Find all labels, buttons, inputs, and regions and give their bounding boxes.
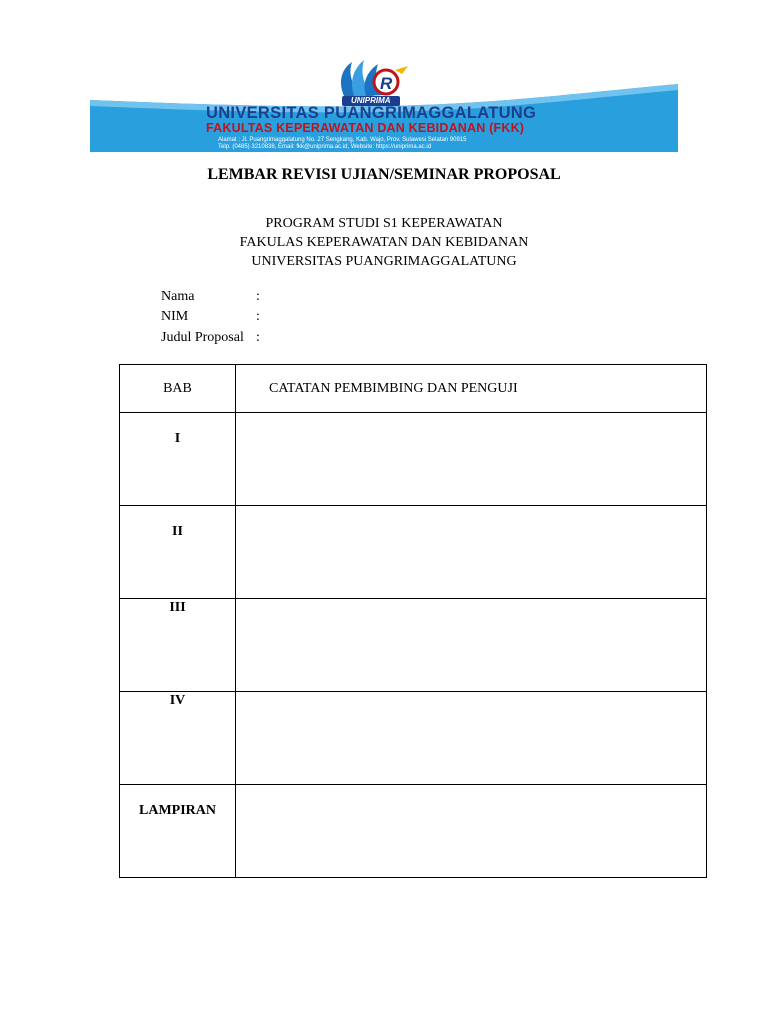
bab-cell [120, 599, 236, 692]
faculty-name: FAKULTAS KEPERAWATAN DAN KEBIDANAN (FKK) [206, 121, 525, 135]
header-bab-label: BAB [163, 380, 192, 396]
university-name: UNIVERSITAS PUANGRIMAGGALATUNG [206, 104, 537, 122]
field-label-nama: Nama [161, 289, 195, 304]
revision-table [119, 364, 707, 878]
field-label-nim: NIM [161, 309, 189, 324]
address-block [218, 137, 466, 151]
brand-name: UNIPRIMA [351, 96, 391, 105]
bab-cell [120, 692, 236, 785]
field-label-judul: Judul Proposal [161, 330, 244, 345]
table-row [120, 692, 707, 785]
bab-label: I [174, 431, 181, 446]
header-notes [236, 365, 707, 413]
notes-cell[interactable] [236, 413, 707, 506]
table-row [120, 506, 707, 599]
bab-cell [120, 413, 236, 506]
bab-label: III [169, 600, 186, 615]
bab-cell [120, 785, 236, 878]
field-colon: : [256, 289, 260, 304]
university-line: UNIVERSITAS PUANGRIMAGGALATUNG [251, 254, 517, 269]
bab-cell [120, 506, 236, 599]
letterhead [90, 58, 678, 152]
notes-cell[interactable] [236, 599, 707, 692]
document-title: LEMBAR REVISI UJIAN/SEMINAR PROPOSAL [207, 166, 561, 183]
contact-line: Telp. (0485) 3210838, Email: fkk@uniprima.ac.id, Website: https://uniprima.ac.id [218, 144, 432, 150]
notes-cell[interactable] [236, 692, 707, 785]
notes-cell[interactable] [236, 785, 707, 878]
bab-label: LAMPIRAN [139, 803, 216, 818]
address-line: Alamat : Jl. Puangrimaggalatung No. 27 Sengkang, Kab. Wajo, Prov. Sulawesi Selatan 90915 [218, 137, 467, 143]
table-row [120, 599, 707, 692]
study-program: PROGRAM STUDI S1 KEPERAWATAN [265, 216, 503, 231]
header-notes-label: CATATAN PEMBIMBING DAN PENGUJI [269, 380, 518, 396]
field-colon: : [256, 330, 260, 345]
bab-label: IV [169, 693, 186, 708]
table-header-row [120, 365, 707, 413]
notes-cell[interactable] [236, 506, 707, 599]
header-bab [120, 365, 236, 413]
faculty-line: FAKULAS KEPERAWATAN DAN KEBIDANAN [239, 235, 529, 250]
table-row [120, 413, 707, 506]
field-colon: : [256, 309, 260, 324]
svg-text:R: R [380, 74, 393, 93]
table-row [120, 785, 707, 878]
bab-label: II [172, 524, 183, 539]
